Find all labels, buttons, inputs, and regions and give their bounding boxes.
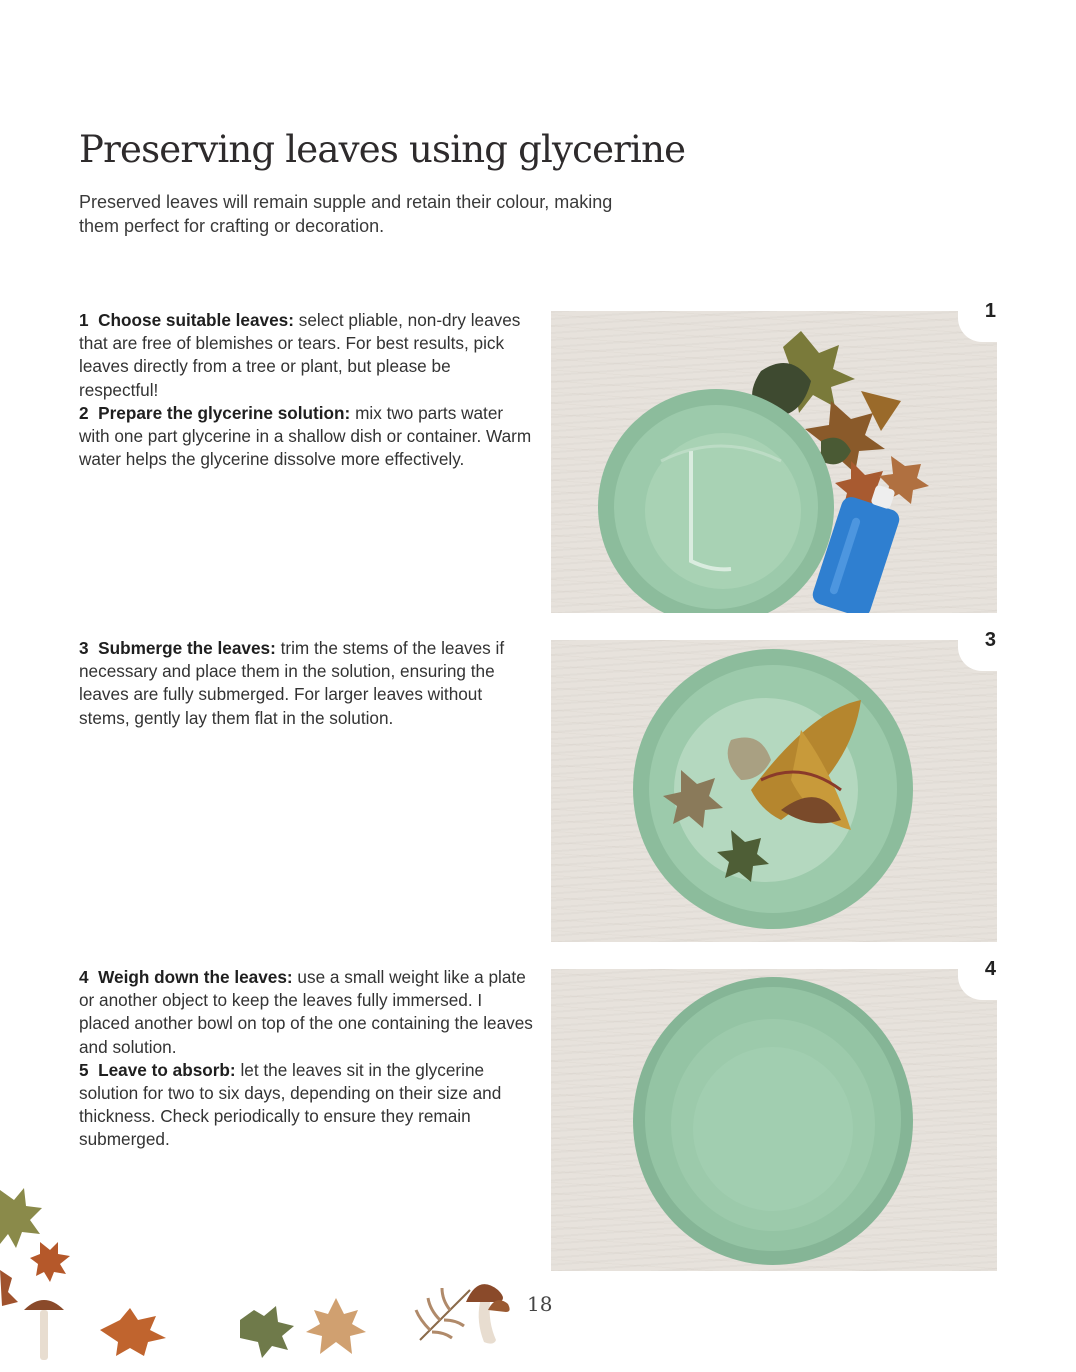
step-text: mix two parts water with one part glycerine in a shallow dish or container. Warm water helps the glycerine dissolve more effectively. — [79, 402, 532, 470]
step-5 — [79, 1059, 534, 1152]
leaf-icon — [100, 1308, 166, 1356]
steps-4-5 — [79, 966, 534, 1152]
photo-label: 4 — [984, 958, 996, 980]
step-heading: Weigh down the leaves: — [98, 967, 293, 987]
leaf-icon — [30, 1242, 70, 1282]
step-text: trim the stems of the leaves if necessary and place them in the solution, ensuring the leaves are fully submerged. For larger leaves without stems, gently lay them flat in the solution. — [79, 638, 505, 728]
step-3 — [79, 637, 534, 730]
step-heading: Submerge the leaves: — [98, 638, 276, 658]
step-heading: Prepare the glycerine solution: — [98, 402, 351, 423]
photo-leaves-submerged — [551, 640, 997, 942]
step-number: 5 — [79, 1059, 89, 1080]
step-number: 4 — [79, 967, 89, 987]
leaf-icon — [240, 1306, 294, 1358]
photo-bowl-leaves-bottle — [551, 311, 997, 613]
fern-icon — [416, 1288, 470, 1340]
step-number: 2 — [79, 402, 89, 423]
autumn-decoration — [0, 1170, 520, 1370]
green-bowl-icon — [633, 977, 913, 1265]
page-number: 18 — [527, 1292, 553, 1316]
photo-3-label-tab — [958, 625, 1076, 671]
photo-label: 3 — [984, 629, 996, 651]
steps-1-2 — [79, 309, 534, 471]
step-1 — [79, 309, 534, 402]
step-heading: Choose suitable leaves: — [98, 310, 294, 330]
mushroom-icon — [466, 1284, 510, 1343]
page-title: Preserving leaves using glycerine — [79, 128, 686, 171]
photo-bowl-covered — [551, 969, 997, 1271]
green-bowl-icon — [598, 389, 834, 613]
photo-4-label-tab — [958, 954, 1076, 1000]
leaf-icon — [0, 1188, 42, 1248]
step-text: use a small weight like a plate or another object to keep the leaves fully immersed. I placed another bowl on top of the one containing the leaves and solution. — [79, 967, 533, 1057]
photo-illustration — [551, 311, 997, 613]
leaf-icon — [306, 1298, 366, 1354]
step-4 — [79, 966, 534, 1059]
step-text: select pliable, non-dry leaves that are free of blemishes or tears. For best results, pick leaves directly from a tree or plant, but please be respectful! — [79, 310, 521, 400]
photo-label: 1 — [984, 300, 996, 322]
step-text: let the leaves sit in the glycerine solution for two to six days, depending on their size and thickness. Check periodically to ensure they remain submerged. — [79, 1059, 502, 1150]
step-2 — [79, 402, 534, 472]
photo-illustration — [551, 640, 997, 942]
step-heading: Leave to absorb: — [98, 1059, 236, 1080]
leaf-icon — [0, 1270, 18, 1306]
photo-1-label-tab — [958, 296, 1076, 342]
step-number: 3 — [79, 638, 89, 658]
photo-illustration — [551, 969, 997, 1271]
step-number: 1 — [79, 310, 89, 330]
intro-text: Preserved leaves will remain supple and retain their colour, making them perfect for crafting or decoration. — [79, 192, 613, 236]
mushroom-icon — [24, 1300, 64, 1360]
step-3-block — [79, 637, 534, 730]
